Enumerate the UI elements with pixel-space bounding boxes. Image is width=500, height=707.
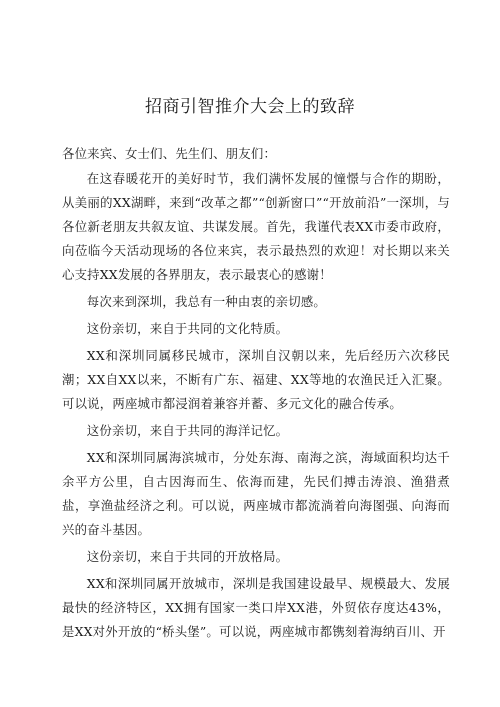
document-title: 招商引智推介大会上的致辞 — [145, 97, 355, 117]
paragraph-ocean-heading: 这份亲切，来自于共同的海洋记忆。 — [86, 423, 289, 438]
document-body — [62, 142, 450, 647]
paragraph-open-cities: XX和深圳同属开放城市，深圳是我国建设最早、规模最大、发展最快的经济特区，XX拥有国家一类口岸XX港，外贸依存度达43%，是XX对外开放的“桥头堡”。可以说，两座城市都镌刻着海纳百川、开 — [62, 576, 450, 639]
greeting-line: 各位来宾、女士们、先生们、朋友们： — [62, 146, 277, 161]
paragraph-intimacy: 每次来到深圳，我总有一种由衷的亲切感。 — [86, 294, 327, 309]
paragraph-coastal-cities: XX和深圳同属海滨城市，分处东海、南海之滨，海域面积均达千余平方公里，自古因海而生、依海而建，先民们搏击涛浪、渔猎煮盐，享渔盐经济之利。可以说，两座城市都流淌着向海图强、向海而兴的奋斗基因。 — [62, 450, 450, 537]
paragraph-welcome: 在这春暖花开的美好时节，我们满怀发展的憧憬与合作的期盼，从美丽的XX湖畔，来到“改革之都”“创新窗口”“开放前沿”一深圳，与各位新老朋友共叙友谊、共谋发展。首先，我谨代表XX市委市政府，向莅临今天活动现场的各位来宾，表示最热烈的欢迎！对长期以来关心支持XX发展的各界朋友，表示最衷心的感谢！ — [62, 171, 450, 282]
paragraph-openness-heading: 这份亲切，来自于共同的开放格局。 — [86, 549, 289, 564]
paragraph-culture-heading: 这份亲切，来自于共同的文化特质。 — [86, 321, 289, 336]
paragraph-immigrant-cities: XX和深圳同属移民城市，深圳自汉朝以来，先后经历六次移民潮；XX自XX以来，不断有广东、福建、XX等地的农渔民迁入汇聚。可以说，两座城市都浸润着兼容并蓄、多元文化的融合传承。 — [62, 348, 450, 411]
